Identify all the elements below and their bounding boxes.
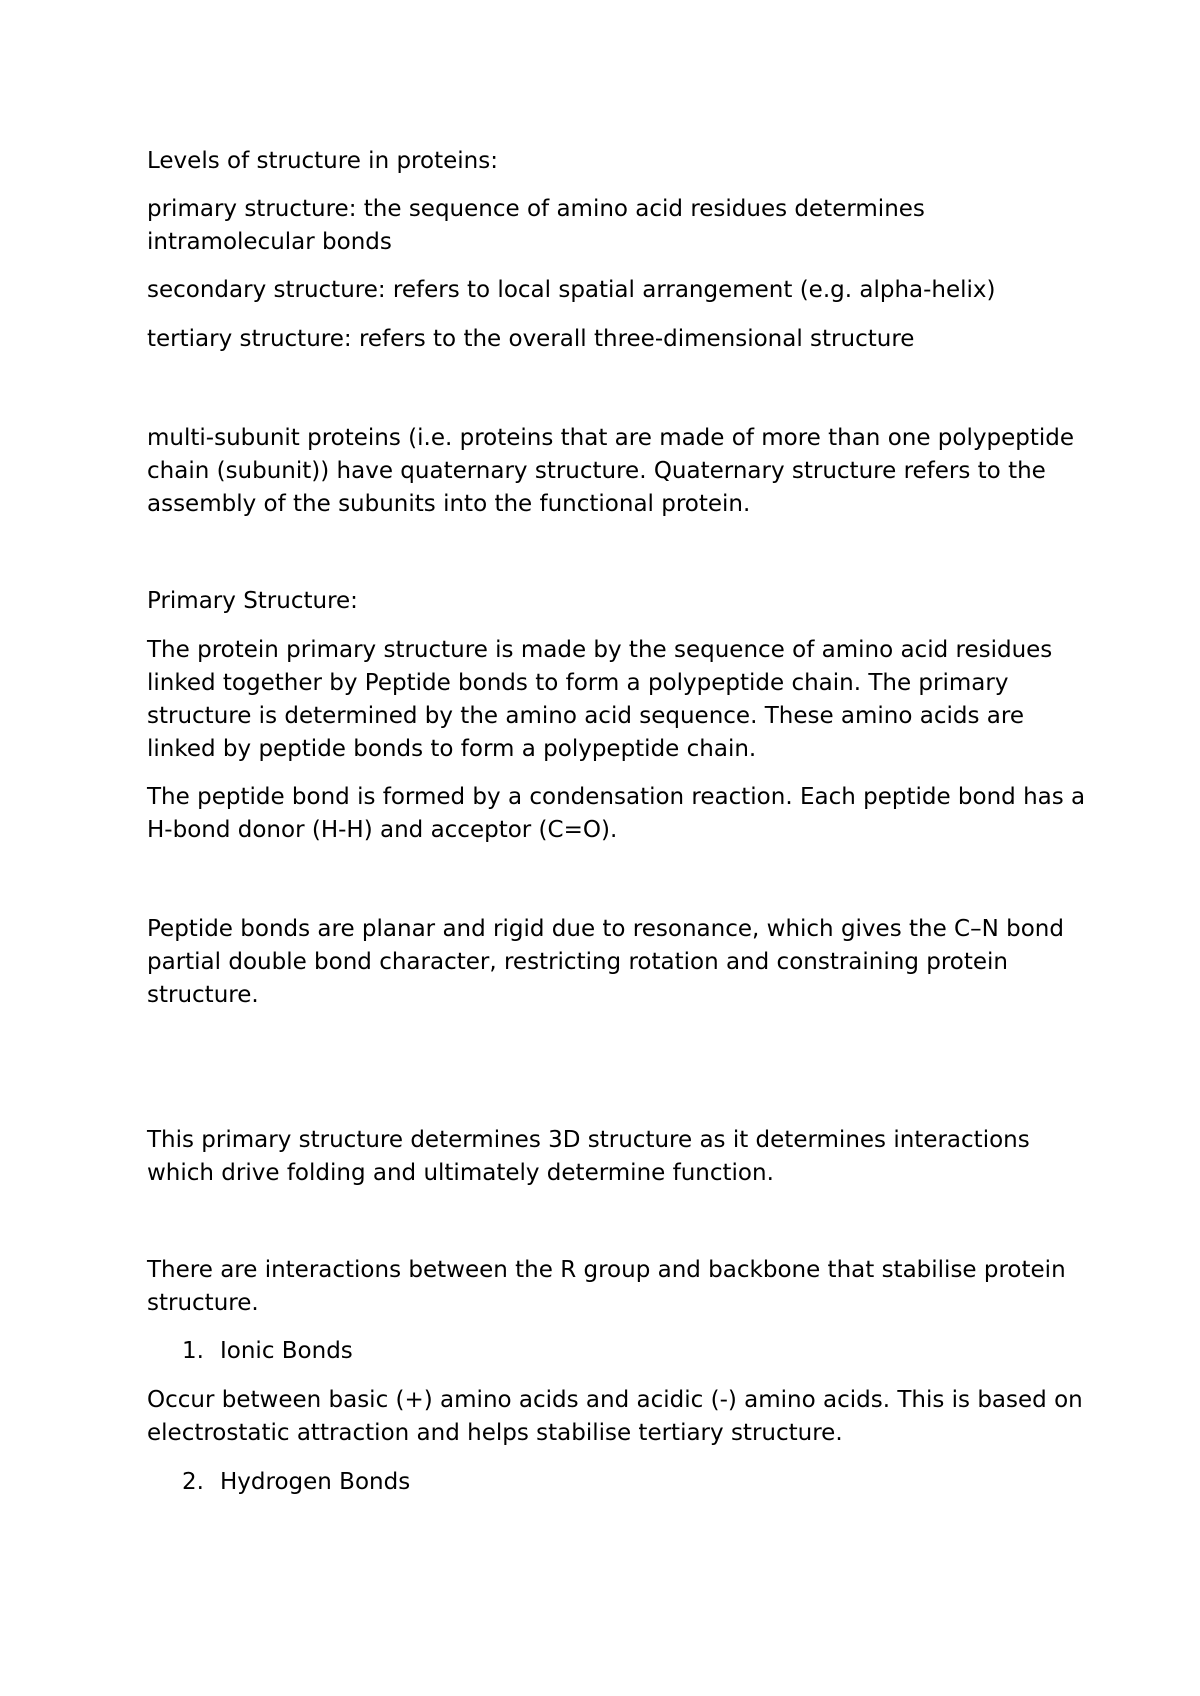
list-item-hydrogen-bonds xyxy=(182,1466,982,1499)
ionic-bonds-paragraph: Occur between basic (+) amino acids and acidic (-) amino acids. This is based on electrostatic attraction and helps stabilise tertiary structure. xyxy=(147,1387,1083,1446)
peptide-bond-paragraph: The peptide bond is formed by a condensation reaction. Each peptide bond has a H-bond donor (H-H) and acceptor (C=O). xyxy=(147,784,1086,843)
list-item-label: Ionic Bonds xyxy=(220,1338,353,1364)
primary-structure-paragraph: The protein primary structure is made by the sequence of amino acid residues linked together by Peptide bonds to form a polypeptide chain. The primary structure is determined by the amino acid sequence. These amino acids are linked by peptide bonds to form a polypeptide chain. xyxy=(147,637,1053,762)
list-item-label: Hydrogen Bonds xyxy=(220,1469,411,1495)
interactions-paragraph: There are interactions between the R group and backbone that stabilise protein structure. xyxy=(147,1257,1066,1316)
intro-heading: Levels of structure in proteins: xyxy=(147,148,498,174)
folding-paragraph: This primary structure determines 3D structure as it determines interactions which drive folding and ultimately determine function. xyxy=(147,1127,1030,1186)
resonance-paragraph: Peptide bonds are planar and rigid due to resonance, which gives the C–N bond partial double bond character, restricting rotation and constraining protein structure. xyxy=(147,916,1064,1008)
tertiary-structure-definition: tertiary structure: refers to the overall three-dimensional structure xyxy=(147,326,915,352)
list-item-ionic-bonds xyxy=(182,1335,982,1368)
secondary-structure-definition: secondary structure: refers to local spatial arrangement (e.g. alpha-helix) xyxy=(147,277,996,303)
quaternary-structure-paragraph: multi-subunit proteins (i.e. proteins that are made of more than one polypeptide chain (subunit)) have quaternary structure. Quaternary structure refers to the assembly of the subunits into the functional protein. xyxy=(147,425,1074,517)
list-number: 1. xyxy=(182,1338,204,1364)
primary-structure-definition: primary structure: the sequence of amino acid residues determines intramolecular bonds xyxy=(147,196,925,255)
list-number: 2. xyxy=(182,1469,204,1495)
primary-structure-heading: Primary Structure: xyxy=(147,588,358,614)
